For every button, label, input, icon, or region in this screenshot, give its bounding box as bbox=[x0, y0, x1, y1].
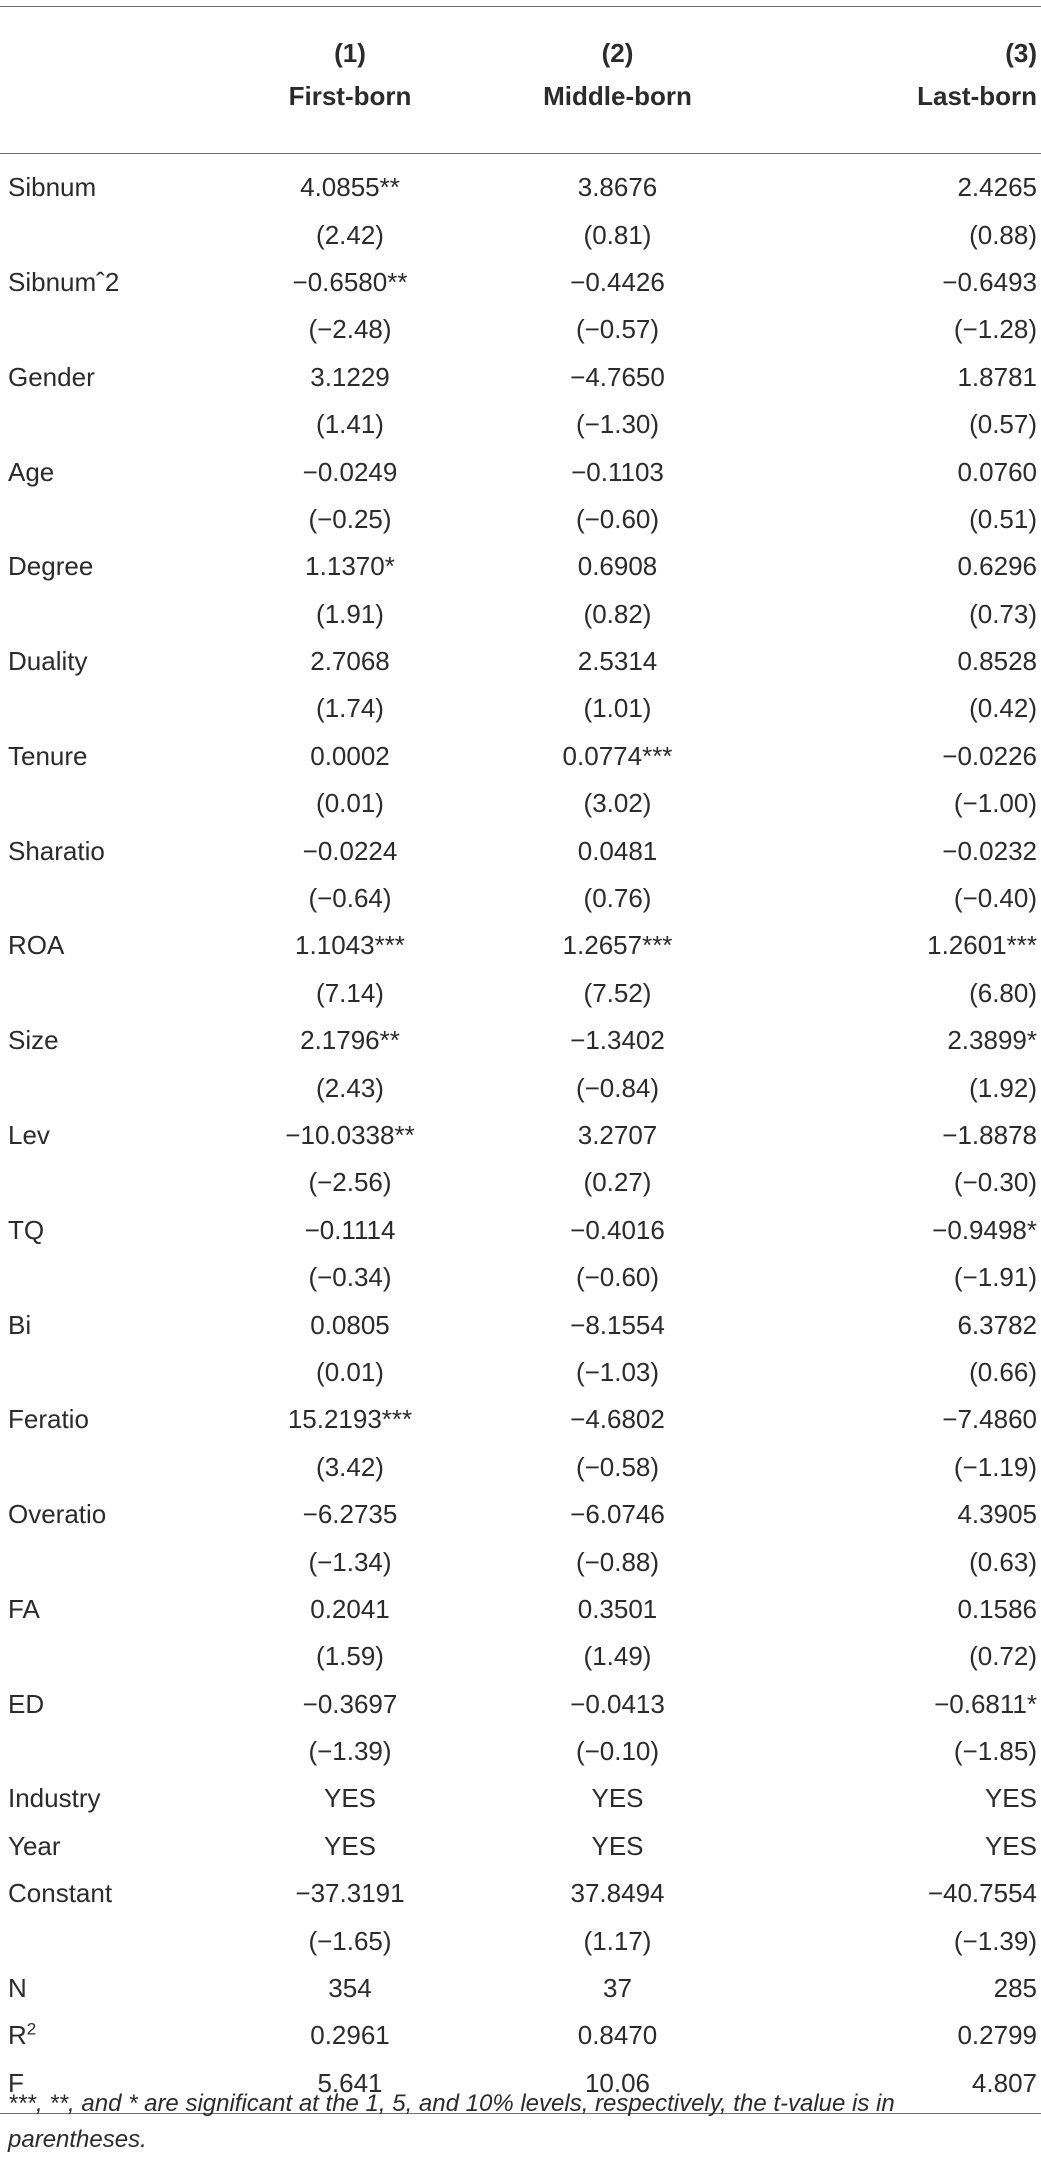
cell-col-2: 1.2657*** bbox=[562, 930, 673, 961]
cell-col-2: −0.1103 bbox=[571, 456, 664, 487]
cell-col-2: (−0.60) bbox=[575, 1262, 660, 1293]
cell-col-1: −6.2735 bbox=[302, 1499, 398, 1530]
cell-col-1: (2.43) bbox=[316, 1072, 384, 1103]
cell-col-3: 285 bbox=[993, 1973, 1037, 2004]
cell-col-1: (−2.56) bbox=[308, 1167, 392, 1198]
table-row bbox=[0, 211, 1041, 258]
table-row bbox=[0, 1064, 1041, 1111]
regression-table bbox=[0, 6, 1041, 2114]
row-label-text: Gender bbox=[8, 361, 95, 392]
cell-col-2: 2.5314 bbox=[577, 646, 658, 677]
cell-col-2: (3.02) bbox=[583, 788, 652, 819]
cell-col-2: (−0.57) bbox=[575, 314, 660, 345]
cell-col-3: 0.1586 bbox=[957, 1593, 1037, 1624]
table-row bbox=[0, 1681, 1041, 1728]
cell-col-1: YES bbox=[323, 1783, 377, 1814]
table-row bbox=[0, 922, 1041, 969]
row-label-text: Sibnumˆ2 bbox=[8, 266, 120, 297]
row-label bbox=[0, 1064, 220, 1111]
cell-col-3: 2.4265 bbox=[957, 172, 1037, 203]
cell-col-3: 0.6296 bbox=[957, 551, 1037, 582]
table-row bbox=[0, 496, 1041, 543]
row-label bbox=[0, 211, 220, 258]
table-row bbox=[0, 1159, 1041, 1206]
row-label bbox=[0, 1633, 220, 1680]
cell-col-3: (−1.19) bbox=[953, 1451, 1037, 1482]
cell-col-2: (−0.88) bbox=[575, 1546, 660, 1577]
cell-col-3: −0.6493 bbox=[942, 266, 1037, 297]
table-row bbox=[0, 448, 1041, 495]
cell-col-2: YES bbox=[591, 1783, 644, 1814]
cell-col-2: (1.01) bbox=[583, 693, 652, 724]
row-label bbox=[0, 154, 220, 212]
cell-col-3: (−1.00) bbox=[953, 788, 1037, 819]
row-label-text: Bi bbox=[8, 1309, 32, 1340]
table-row bbox=[0, 1254, 1041, 1301]
cell-col-2: (0.82) bbox=[583, 598, 652, 629]
cell-col-1: 15.2193*** bbox=[287, 1404, 413, 1435]
header-corner bbox=[0, 7, 220, 74]
cell-col-3: −0.0226 bbox=[942, 740, 1037, 771]
cell-col-3: (0.42) bbox=[969, 693, 1037, 724]
cell-col-3: 1.2601*** bbox=[927, 930, 1037, 961]
table-row bbox=[0, 2012, 1041, 2059]
row-label-text: Sibnum bbox=[8, 172, 97, 203]
row-label bbox=[0, 2012, 220, 2059]
cell-col-1: 1.1043*** bbox=[295, 930, 405, 961]
cell-col-1: 0.0002 bbox=[310, 740, 390, 771]
table-row bbox=[0, 259, 1041, 306]
table-row bbox=[0, 875, 1041, 922]
table-row bbox=[0, 1965, 1041, 2012]
row-label-text: Age bbox=[8, 456, 55, 487]
cell-col-2: (0.27) bbox=[583, 1167, 652, 1198]
table-row bbox=[0, 827, 1041, 874]
cell-col-1: 0.2961 bbox=[310, 2020, 390, 2051]
cell-col-3: YES bbox=[984, 1783, 1037, 1814]
cell-col-1: 5.641 bbox=[220, 2060, 480, 2114]
row-label-text: Year bbox=[8, 1830, 61, 1861]
cell-col-3: (0.88) bbox=[969, 219, 1037, 250]
cell-col-3: −1.8878 bbox=[942, 1120, 1037, 1150]
row-label-text: Degree bbox=[8, 551, 94, 582]
cell-col-3: (0.66) bbox=[969, 1356, 1037, 1387]
cell-col-1: 3.1229 bbox=[310, 361, 390, 392]
cell-col-2: 10.06 bbox=[480, 2060, 755, 2114]
cell-col-1: 2.1796** bbox=[300, 1025, 400, 1056]
table-row bbox=[0, 306, 1041, 353]
row-label bbox=[0, 1017, 220, 1064]
cell-col-2: −4.7650 bbox=[570, 361, 665, 392]
row-label bbox=[0, 1681, 220, 1728]
cell-col-3: YES bbox=[984, 1830, 1037, 1861]
cell-col-2: (7.52) bbox=[583, 977, 652, 1008]
cell-col-1: YES bbox=[323, 1830, 377, 1861]
cell-col-2: 0.8470 bbox=[577, 2020, 658, 2051]
cell-col-1: 4.0855** bbox=[300, 172, 400, 203]
cell-col-1: (0.01) bbox=[316, 1356, 384, 1387]
row-label bbox=[0, 1112, 220, 1159]
cell-col-1: (7.14) bbox=[316, 977, 384, 1008]
cell-col-2: −0.4426 bbox=[570, 266, 665, 297]
row-label bbox=[0, 733, 220, 780]
cell-col-1: (2.42) bbox=[316, 219, 384, 250]
row-label bbox=[0, 1586, 220, 1633]
cell-col-3: (1.92) bbox=[969, 1072, 1037, 1103]
cell-col-2: (−0.60) bbox=[575, 503, 660, 534]
cell-col-3: (6.80) bbox=[969, 977, 1037, 1008]
table-row bbox=[0, 591, 1041, 638]
cell-col-2: −4.6802 bbox=[570, 1404, 665, 1435]
cell-col-3: (0.73) bbox=[969, 598, 1037, 629]
row-label-text: N bbox=[8, 1973, 27, 2004]
cell-col-2: 0.0481 bbox=[577, 835, 658, 866]
table-row bbox=[0, 354, 1041, 401]
table-row bbox=[0, 1396, 1041, 1443]
table-body bbox=[0, 154, 1041, 2114]
cell-col-1: (−0.64) bbox=[308, 883, 392, 914]
cell-col-3: (−1.28) bbox=[953, 314, 1037, 345]
cell-col-1: −10.0338** bbox=[285, 1120, 415, 1150]
row-label bbox=[0, 543, 220, 590]
cell-col-3: 0.8528 bbox=[957, 646, 1037, 677]
cell-col-3: (−1.91) bbox=[953, 1262, 1037, 1293]
row-label bbox=[0, 401, 220, 448]
row-label bbox=[0, 685, 220, 732]
col-label-first-born: First-born bbox=[220, 73, 480, 154]
row-label bbox=[0, 1254, 220, 1301]
row-label bbox=[0, 1870, 220, 1917]
table-row bbox=[0, 1112, 1041, 1159]
cell-col-1: (3.42) bbox=[316, 1451, 384, 1482]
row-label bbox=[0, 1159, 220, 1206]
cell-col-3: −0.0232 bbox=[942, 835, 1037, 866]
cell-col-2: (−0.58) bbox=[575, 1451, 660, 1482]
row-label-text: Constant bbox=[8, 1878, 113, 1909]
cell-col-3: 2.3899* bbox=[947, 1025, 1037, 1056]
table-row bbox=[0, 1633, 1041, 1680]
row-label bbox=[0, 496, 220, 543]
cell-col-3: 0.2799 bbox=[957, 2020, 1037, 2051]
row-label bbox=[0, 970, 220, 1017]
row-label-text: Tenure bbox=[8, 740, 88, 771]
row-label-text: ROA bbox=[8, 930, 65, 961]
cell-col-1: 0.0805 bbox=[310, 1309, 390, 1340]
cell-col-1: (1.91) bbox=[316, 598, 384, 629]
col-number-3: (3) bbox=[755, 7, 1041, 74]
row-label bbox=[0, 1491, 220, 1538]
table-row bbox=[0, 1870, 1041, 1917]
cell-col-2: 3.8676 bbox=[577, 172, 658, 203]
cell-col-1: −0.1114 bbox=[304, 1214, 396, 1245]
table-row bbox=[0, 970, 1041, 1017]
table-header bbox=[0, 7, 1041, 154]
cell-col-1: (−1.34) bbox=[308, 1546, 392, 1577]
row-label-text: ED bbox=[8, 1688, 45, 1719]
row-label-superscript: 2 bbox=[26, 2019, 37, 2039]
row-label-text: Size bbox=[8, 1025, 59, 1056]
row-label bbox=[0, 259, 220, 306]
cell-col-2: (1.49) bbox=[583, 1641, 652, 1672]
cell-col-1: (1.41) bbox=[316, 409, 384, 440]
cell-col-3: 1.8781 bbox=[957, 361, 1037, 392]
row-label bbox=[0, 1396, 220, 1443]
row-label bbox=[0, 875, 220, 922]
col-number-1: (1) bbox=[220, 7, 480, 74]
cell-col-1: (1.59) bbox=[316, 1641, 384, 1672]
cell-col-2: (0.76) bbox=[583, 883, 652, 914]
cell-col-1: −0.0249 bbox=[302, 456, 398, 487]
cell-col-2: (0.81) bbox=[583, 219, 652, 250]
cell-col-2: (−1.30) bbox=[575, 409, 660, 440]
row-label-text: FA bbox=[8, 1593, 40, 1624]
row-label bbox=[0, 1301, 220, 1348]
cell-col-2: −6.0746 bbox=[570, 1499, 665, 1530]
cell-col-1: −0.3697 bbox=[302, 1688, 398, 1719]
row-label bbox=[0, 1775, 220, 1822]
cell-col-3: (−1.85) bbox=[953, 1736, 1037, 1767]
cell-col-1: −37.3191 bbox=[295, 1878, 405, 1909]
cell-col-1: (0.01) bbox=[316, 788, 384, 819]
row-label bbox=[0, 922, 220, 969]
table-row bbox=[0, 154, 1041, 212]
cell-col-3: −40.7554 bbox=[927, 1878, 1037, 1909]
cell-col-2: −0.4016 bbox=[570, 1214, 665, 1245]
cell-col-3: (0.72) bbox=[969, 1641, 1037, 1672]
table-row bbox=[0, 638, 1041, 685]
cell-col-1: 2.7068 bbox=[310, 646, 390, 677]
cell-col-2: (1.17) bbox=[583, 1925, 652, 1956]
table-row bbox=[0, 733, 1041, 780]
table-row bbox=[0, 1207, 1041, 1254]
cell-col-3: (−0.40) bbox=[953, 883, 1037, 914]
cell-col-2: YES bbox=[591, 1830, 644, 1861]
table-row bbox=[0, 780, 1041, 827]
cell-col-3: 0.0760 bbox=[957, 456, 1037, 487]
cell-col-2: 37 bbox=[603, 1973, 632, 2004]
cell-col-1: (−0.34) bbox=[308, 1262, 392, 1293]
table-row bbox=[0, 1775, 1041, 1822]
header-corner-2 bbox=[0, 73, 220, 154]
cell-col-1: 1.1370* bbox=[305, 551, 395, 582]
row-label-text: Sharatio bbox=[8, 835, 105, 866]
row-label bbox=[0, 448, 220, 495]
table-row bbox=[0, 1538, 1041, 1585]
cell-col-2: −0.0413 bbox=[570, 1688, 665, 1719]
cell-col-3: (−1.39) bbox=[953, 1925, 1037, 1956]
cell-col-3: (0.63) bbox=[969, 1546, 1037, 1577]
row-label bbox=[0, 1728, 220, 1775]
row-label bbox=[0, 591, 220, 638]
row-label bbox=[0, 354, 220, 401]
table-row bbox=[0, 1017, 1041, 1064]
table-row bbox=[0, 1349, 1041, 1396]
cell-col-3: (−0.30) bbox=[953, 1167, 1037, 1198]
cell-col-2: 0.3501 bbox=[577, 1593, 658, 1624]
cell-col-1: −0.0224 bbox=[302, 835, 398, 866]
cell-col-1: (−1.65) bbox=[308, 1925, 392, 1956]
row-label bbox=[0, 306, 220, 353]
cell-col-2: 37.8494 bbox=[570, 1878, 665, 1909]
cell-col-1: 0.2041 bbox=[310, 1593, 390, 1624]
row-label bbox=[0, 638, 220, 685]
cell-col-3: −0.6811* bbox=[934, 1688, 1037, 1719]
row-label bbox=[0, 1349, 220, 1396]
cell-col-1: (−1.39) bbox=[308, 1736, 392, 1767]
col-number-2: (2) bbox=[480, 7, 755, 74]
table-row bbox=[0, 1917, 1041, 1964]
cell-col-3: 4.807 bbox=[755, 2060, 1041, 2114]
cell-col-2: (−0.84) bbox=[575, 1072, 660, 1103]
row-label-text: Industry bbox=[8, 1783, 101, 1814]
row-label-text: Feratio bbox=[8, 1404, 89, 1435]
cell-col-3: −7.4860 bbox=[942, 1404, 1037, 1435]
cell-col-2: −1.3402 bbox=[570, 1025, 665, 1056]
table-row bbox=[0, 1491, 1041, 1538]
row-label-text: R bbox=[8, 2020, 27, 2051]
cell-col-1: (−2.48) bbox=[308, 314, 392, 345]
cell-col-1: (−0.25) bbox=[308, 503, 392, 534]
cell-col-2: 3.2707 bbox=[577, 1120, 658, 1150]
row-label-text: Duality bbox=[8, 646, 88, 677]
row-label-text: F bbox=[8, 2067, 24, 2098]
table-footnote: ***, **, and * are significant at the 1, 5, and 10% levels, respectively, the t-value is in parentheses. bbox=[8, 2090, 895, 2153]
row-label bbox=[0, 827, 220, 874]
cell-col-3: 6.3782 bbox=[957, 1309, 1037, 1340]
row-label bbox=[0, 780, 220, 827]
cell-col-2: (−0.10) bbox=[575, 1736, 660, 1767]
cell-col-2: 0.6908 bbox=[577, 551, 658, 582]
cell-col-3: −0.9498* bbox=[932, 1214, 1037, 1245]
cell-col-2: −8.1554 bbox=[570, 1309, 665, 1340]
table-row bbox=[0, 401, 1041, 448]
table-row bbox=[0, 1728, 1041, 1775]
row-label-text: Lev bbox=[8, 1120, 50, 1150]
cell-col-3: 4.3905 bbox=[957, 1499, 1037, 1530]
cell-col-3: (0.51) bbox=[969, 503, 1037, 534]
row-label bbox=[0, 1207, 220, 1254]
col-label-middle-born: Middle-born bbox=[480, 73, 755, 154]
row-label bbox=[0, 1917, 220, 1964]
row-label bbox=[0, 1965, 220, 2012]
row-label bbox=[0, 1444, 220, 1491]
cell-col-1: 354 bbox=[328, 1973, 372, 2004]
table-row bbox=[0, 1823, 1041, 1870]
table-row bbox=[0, 685, 1041, 732]
table-row bbox=[0, 1444, 1041, 1491]
cell-col-3: (0.57) bbox=[969, 409, 1037, 440]
table-row bbox=[0, 1586, 1041, 1633]
row-label bbox=[0, 1538, 220, 1585]
cell-col-2: (−1.03) bbox=[575, 1356, 660, 1387]
table-row bbox=[0, 543, 1041, 590]
row-label-text: Overatio bbox=[8, 1499, 107, 1530]
row-label-text: TQ bbox=[8, 1214, 45, 1245]
table-row bbox=[0, 1301, 1041, 1348]
col-label-last-born: Last-born bbox=[755, 73, 1041, 154]
cell-col-1: (1.74) bbox=[316, 693, 384, 724]
cell-col-1: −0.6580** bbox=[292, 266, 408, 297]
row-label bbox=[0, 1823, 220, 1870]
cell-col-2: 0.0774*** bbox=[562, 740, 673, 771]
